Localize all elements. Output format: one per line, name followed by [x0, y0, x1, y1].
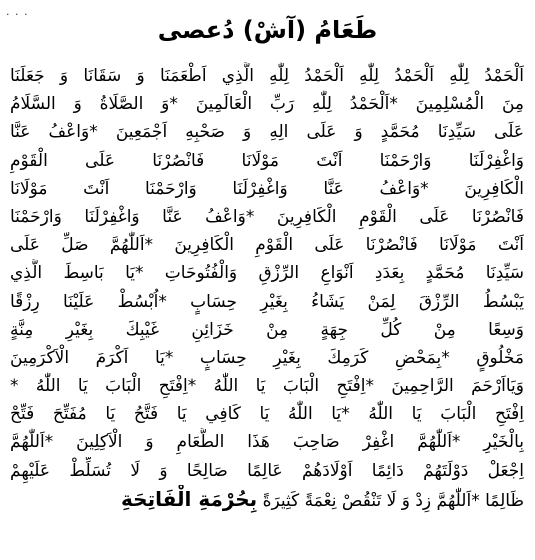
corner-mark: · · · — [6, 8, 29, 21]
closing-phrase: بِحُرْمَةِ الْفَاتِحَةِ — [121, 486, 258, 511]
text-line: مَخْلُوقٍ *بِمَحْضِ كَرَمِكَ بِغَيْرِ حِسَابٍ *يَا اَكْرَمَ الْاَكْرَمِينَ — [10, 347, 524, 368]
last-line-text: ظَالِمًا *اَللّٰهُمَّ زِدْ وَ لَا تَنْقُصْ نِعْمَةً كَثِيرَةً — [257, 490, 524, 511]
text-line: وَسِعًا مِنْ كُلِّ جِهَةٍ مِنْ خَزَائِنِ غَيْبِكَ بِغَيْرِ مِنَّةٍ — [10, 319, 524, 340]
text-line: اِفْتَحِ الْبَابَ يَا اللّٰهُ *يَا اللّٰهُ يَا كَافِي يَا فَتَّحُ يَا مُفَتِّحَ فَتِّحْ — [10, 404, 524, 425]
last-text-line — [10, 485, 524, 513]
text-line: اَلْحَمْدُ لِلّٰهِ اَلْحَمْدُ لِلّٰهِ اَلْحَمْدُ لِلّٰهِ الَّذِي اَطْعَمَنَا وَ سَقَانَا وَ جَعَلَنَا — [10, 66, 524, 86]
text-line: سَيِّدِنَا مُحَمَّدٍ بِعَدَدِ اَنْوَاعِ الرِّزْقِ وَالْفُتُوحَاتِ *يَا بَاسِطَ الَّذِي — [10, 263, 524, 284]
page-title: طَعَامُ (آشْ) دُعصی — [157, 16, 378, 44]
text-line: فَانْصُرْنَا عَلَى الْقَوْمِ الْكَافِرِينَ *وَاعْفُ عَنَّا وَاغْفِرْلَنَا وَارْحَمْنَا — [10, 206, 524, 227]
text-line: عَلَى سَيِّدِنَا مُحَمَّدٍ وَ عَلَى الِهِ وَ صَحْبِهِ اَجْمَعِينَ *وَاعْفُ عَنَّا — [10, 122, 524, 143]
text-line: وَاغْفِرْلَنَا وَارْحَمْنَا اَنْتَ مَوْلَانَا فَانْصُرْنَا عَلَى الْقَوْمِ — [10, 150, 524, 171]
text-line: يَبْسُطُ الرِّزْقَ لِمَنْ يَشَاءُ بِغَيْرِ حِسَابٍ *اُبْسُطْ عَلَيْنَا رِزْقًا — [10, 291, 524, 312]
text-line: الْكَافِرِينَ *وَاعْفُ عَنَّا وَاغْفِرْلَنَا وَارْحَمْنَا اَنْتَ مَوْلَانَا — [10, 178, 524, 199]
text-line: اَنْتَ مَوْلَانَا فَانْصُرْنَا عَلَى الْقَوْمِ الْكَافِرِينَ *اَللّٰهُمَّ صَلِّ عَلَى — [10, 235, 524, 256]
text-line: وَيَااَرْحَمَ الرَّاحِمِينَ *اِفْتَحِ الْبَابَ يَا اللّٰهُ *اِفْتَحِ الْبَابَ يَا اللّٰهُ * — [10, 376, 524, 397]
text-line: بِالْخَيْرِ *اَللّٰهُمَّ اغْفِرْ صَاحِبَ هَذَا الطَّعَامِ وَ الْاَكِلِينَ *اَللّٰهُمَّ — [10, 432, 524, 453]
text-line: مِنَ الْمُسْلِمِينَ *اَلْحَمْدُ لِلّٰهِ رَبِّ الْعَالَمِينَ *وَ الصَّلَاةُ وَ السَّلَامُ — [10, 94, 524, 115]
prayer-body — [10, 62, 524, 513]
text-line: اِجْعَلْ دَوْلَتَهُمْ دَائِمًا اَوْلَادَهُمْ عَالِمًا صَالِحًا وَ لَا تُسَلِّطْ عَلَيْهِمْ — [10, 460, 524, 481]
